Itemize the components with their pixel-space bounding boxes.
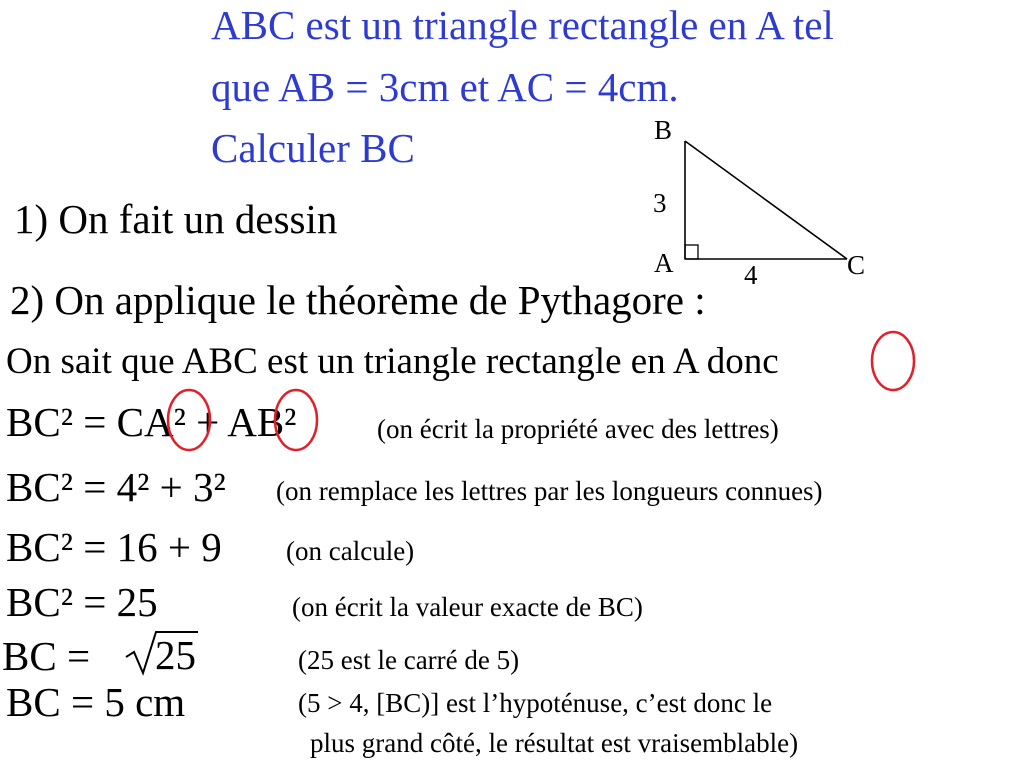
circle-a-in-ab [275,390,317,450]
formula-line-1: BC² = CA² + AB² [6,399,297,445]
formula-line-2: BC² = 4² + 3² [6,464,226,510]
vertex-c-label: C [847,250,866,280]
problem-line-2: que AB = 3cm et AC = 4cm. [211,64,679,110]
vertex-a-label: A [654,248,674,278]
side-ab-length: 3 [653,188,667,218]
formula-line-4: BC² = 25 [6,579,158,625]
step-1-heading: 1) On fait un dessin [14,196,338,242]
circle-a-in-ca [168,390,210,450]
formula-note-3: (on calcule) [286,536,415,566]
step-2-heading: 2) On applique le théorème de Pythagore : [10,277,706,323]
formula-note-6-line-2: plus grand côté, le résultat est vraisemblable) [310,728,799,758]
formula-note-2: (on remplace les lettres par les longueurs connues) [276,476,823,506]
formula-line-5-prefix: BC = [2,633,91,679]
formula-note-5: (25 est le carré de 5) [298,645,520,675]
problem-line-1: ABC est un triangle rectangle en A tel [211,2,834,48]
circle-vertex-a-sentence [872,332,914,390]
formula-line-5-radicand: 25 [155,632,196,678]
side-ac-length: 4 [744,260,758,290]
vertex-b-label: B [654,115,673,145]
formula-note-6-line-1: (5 > 4, [BC)] est l’hypoténuse, c’est donc le [298,688,773,718]
problem-line-3: Calculer BC [211,125,415,171]
formula-line-6: BC = 5 cm [6,679,186,725]
hypothesis-sentence: On sait que ABC est un triangle rectangle en A donc [6,341,779,382]
formula-line-3: BC² = 16 + 9 [6,524,222,570]
formula-note-1: (on écrit la propriété avec des lettres) [377,414,779,444]
formula-note-4: (on écrit la valeur exacte de BC) [292,592,643,622]
